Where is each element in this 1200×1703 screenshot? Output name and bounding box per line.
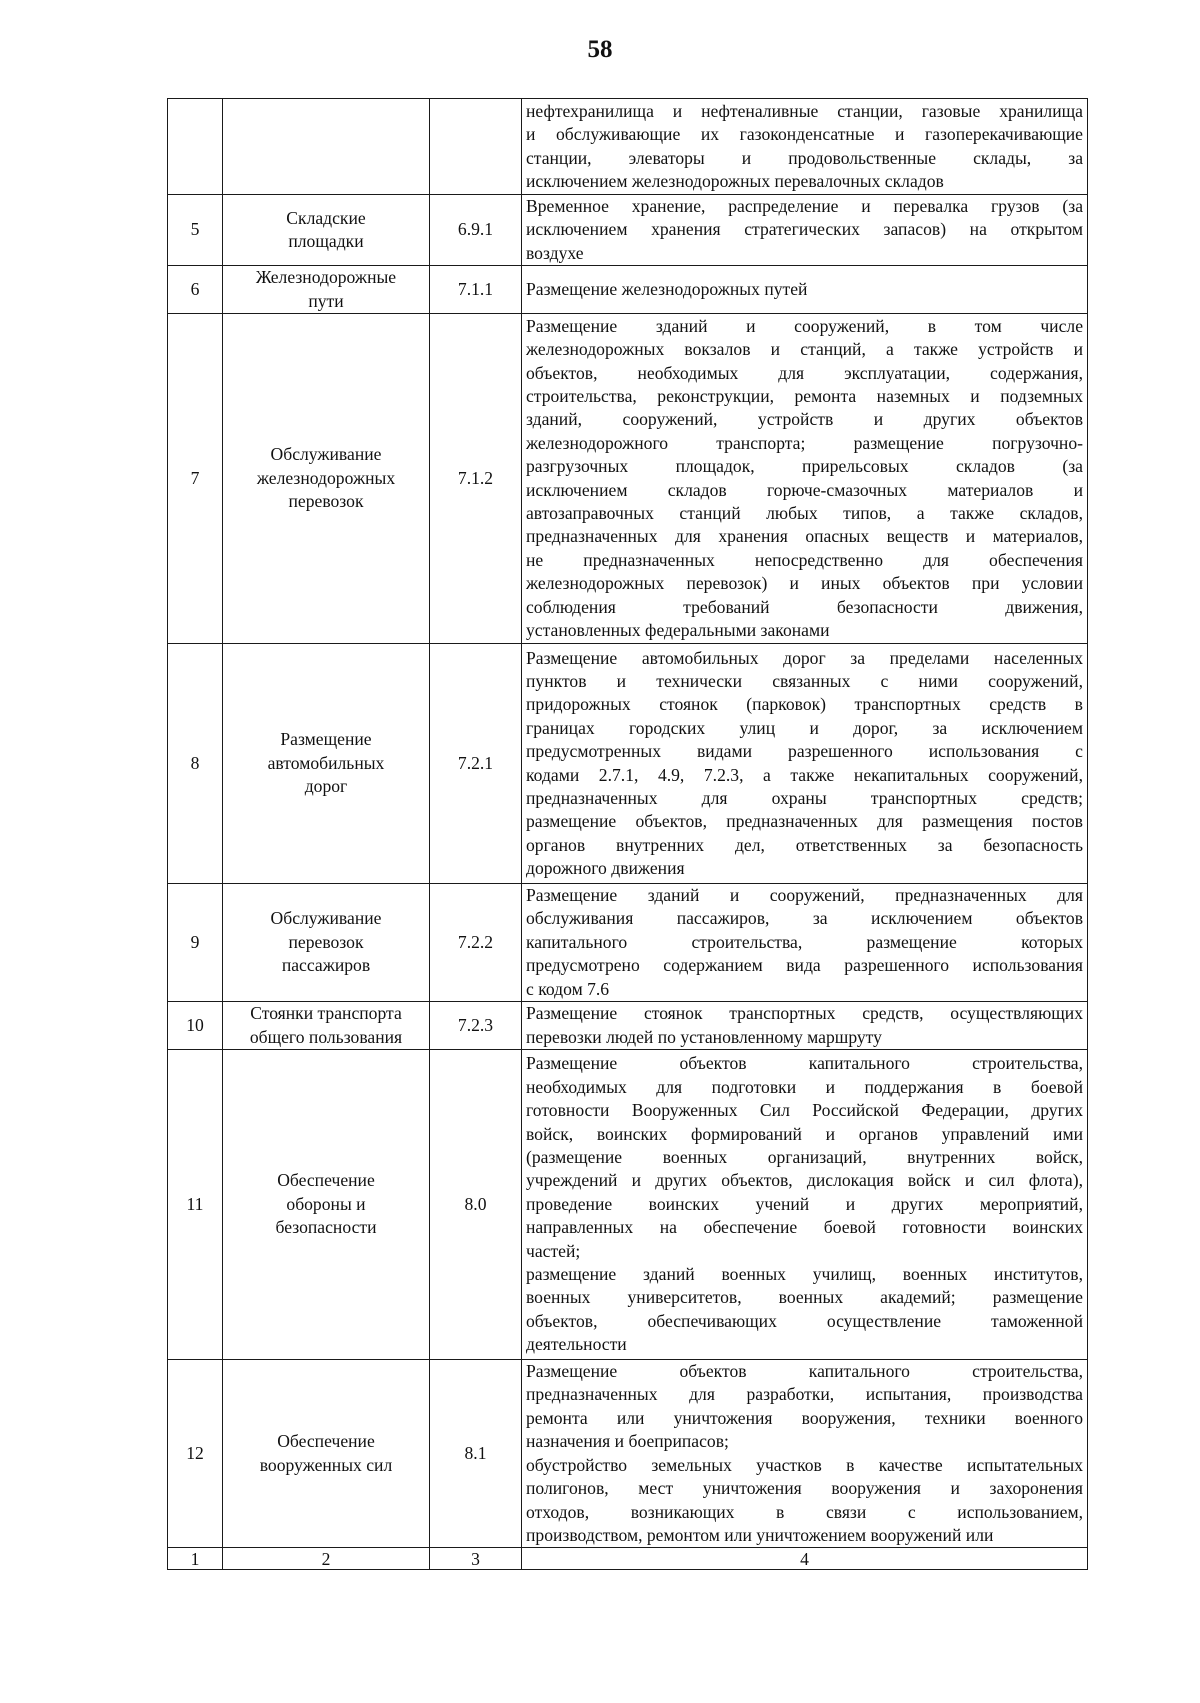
use-type-description bbox=[522, 1050, 1088, 1360]
use-type-name bbox=[223, 1050, 430, 1360]
column-number: 1 bbox=[168, 1548, 223, 1570]
use-type-name bbox=[223, 644, 430, 884]
use-type-code: 8.1 bbox=[430, 1360, 522, 1548]
use-type-code: 7.2.2 bbox=[430, 884, 522, 1002]
description-line: (размещение военных организаций, внутренних войск, bbox=[526, 1147, 1083, 1168]
use-type-name bbox=[223, 195, 430, 266]
description-line: предусмотрено содержанием вида разрешенного использования bbox=[526, 955, 1083, 976]
description-line: Временное хранение, распределение и перевалка грузов (за bbox=[526, 196, 1083, 216]
table-row bbox=[168, 99, 1088, 195]
use-type-code: 7.2.1 bbox=[430, 644, 522, 884]
description-line: необходимых для подготовки и поддержания в боевой bbox=[526, 1076, 1083, 1097]
description-line: предназначенных для разработки, испытания, производства bbox=[526, 1384, 1083, 1405]
description-line: зданий, сооружений, устройств и других объектов bbox=[526, 409, 1083, 430]
description-line: предусмотренных видами разрешенного использования с bbox=[526, 741, 1083, 762]
row-number bbox=[168, 99, 223, 195]
page-number: 58 bbox=[587, 36, 613, 63]
use-type-name-line: перевозок bbox=[288, 931, 364, 952]
description-line: установленных федеральными законами bbox=[526, 619, 830, 640]
use-type-name-line: Железнодорожные bbox=[255, 267, 397, 288]
description-line: Размещение объектов капитального строительства, bbox=[526, 1053, 1083, 1074]
use-type-name bbox=[223, 314, 430, 644]
description-line: Размещение автомобильных дорог за пределами населенных bbox=[526, 647, 1083, 668]
row-number: 12 bbox=[168, 1360, 223, 1548]
description-line: частей; bbox=[526, 1240, 581, 1261]
use-type-description bbox=[522, 99, 1088, 195]
table-row bbox=[168, 1360, 1088, 1548]
description-line: военных университетов, военных академий; размещение bbox=[526, 1287, 1083, 1308]
description-line: назначения и боеприпасов; bbox=[526, 1431, 729, 1452]
use-type-description bbox=[522, 195, 1088, 266]
description-line: соблюдения требований безопасности движения, bbox=[526, 596, 1083, 617]
use-type-name-line: пути bbox=[308, 290, 344, 311]
table-row bbox=[168, 266, 1088, 314]
use-type-name bbox=[223, 1360, 430, 1548]
use-type-name-line: безопасности bbox=[275, 1217, 377, 1238]
use-type-description bbox=[522, 884, 1088, 1002]
use-type-name-line: общего пользования bbox=[249, 1026, 403, 1047]
use-type-name bbox=[223, 1002, 430, 1050]
description-line: с кодом 7.6 bbox=[526, 978, 610, 999]
use-type-name-line: дорог bbox=[304, 776, 348, 797]
description-line: Размещение зданий и сооружений, в том числе bbox=[526, 315, 1083, 336]
description-line: воздухе bbox=[526, 242, 584, 263]
use-type-name bbox=[223, 99, 430, 195]
use-type-name-line: Обслуживание bbox=[270, 908, 382, 929]
row-number: 7 bbox=[168, 314, 223, 644]
use-type-code: 7.1.2 bbox=[430, 314, 522, 644]
use-type-name bbox=[223, 266, 430, 314]
description-line: пунктов и технически связанных с ними сооружений, bbox=[526, 670, 1083, 691]
description-line: капитального строительства, размещение которых bbox=[526, 931, 1083, 952]
description-line: ремонта или уничтожения вооружения, техники военного bbox=[526, 1407, 1083, 1428]
use-type-name-line: площадки bbox=[288, 231, 364, 252]
table-row bbox=[168, 644, 1088, 884]
description-line: учреждений и других объектов, дислокация войск и сил флота), bbox=[526, 1170, 1083, 1191]
row-number: 6 bbox=[168, 266, 223, 314]
description-line: дорожного движения bbox=[526, 858, 685, 879]
use-type-code: 6.9.1 bbox=[430, 195, 522, 266]
description-line: обустройство земельных участков в качестве испытательных bbox=[526, 1454, 1083, 1475]
table-row bbox=[168, 1050, 1088, 1360]
description-line: нефтехранилища и нефтеналивные станции, газовые хранилища bbox=[526, 100, 1083, 121]
description-line: железнодорожного транспорта; размещение погрузочно- bbox=[526, 432, 1083, 453]
row-number: 11 bbox=[168, 1050, 223, 1360]
description-line: Размещение объектов капитального строительства, bbox=[526, 1361, 1083, 1382]
row-number: 9 bbox=[168, 884, 223, 1002]
description-line: станции, элеваторы и продовольственные склады, за bbox=[526, 147, 1083, 168]
table-row bbox=[168, 314, 1088, 644]
row-number: 5 bbox=[168, 195, 223, 266]
description-line: предназначенных для хранения опасных веществ и материалов, bbox=[526, 526, 1083, 547]
description-line: и обслуживающие их газоконденсатные и газоперекачивающие bbox=[526, 124, 1083, 145]
description-line: объектов, обеспечивающих осуществление таможенной bbox=[526, 1310, 1083, 1331]
description-line: границах городских улиц и дорог, за исключением bbox=[526, 717, 1083, 738]
description-line: Размещение зданий и сооружений, предназначенных для bbox=[526, 885, 1083, 906]
row-number: 8 bbox=[168, 644, 223, 884]
description-line: автозаправочных станций любых типов, а также складов, bbox=[526, 502, 1083, 523]
use-type-name-line: вооруженных сил bbox=[259, 1454, 393, 1475]
use-type-code: 8.0 bbox=[430, 1050, 522, 1360]
description-line: Размещение железнодорожных путей bbox=[526, 278, 808, 299]
column-number-row bbox=[168, 1548, 1088, 1570]
row-number: 10 bbox=[168, 1002, 223, 1050]
use-type-name-line: Обеспечение bbox=[277, 1170, 375, 1191]
use-type-name-line: Складские bbox=[286, 207, 366, 228]
use-type-code: 7.1.1 bbox=[430, 266, 522, 314]
table-row bbox=[168, 1002, 1088, 1050]
description-line: Размещение стоянок транспортных средств, осуществляющих bbox=[526, 1003, 1083, 1024]
description-line: предназначенных для охраны транспортных средств; bbox=[526, 787, 1083, 808]
use-type-name-line: перевозок bbox=[288, 491, 364, 512]
use-type-name-line: железнодорожных bbox=[256, 467, 396, 488]
description-line: войск, воинских формирований и органов управлений ими bbox=[526, 1123, 1083, 1144]
use-type-name-line: Стоянки транспорта bbox=[250, 1003, 402, 1024]
land-use-table bbox=[167, 98, 1088, 1570]
description-line: железнодорожных вокзалов и станций, а также устройств и bbox=[526, 339, 1083, 360]
description-line: отходов, возникающих в связи с использованием, bbox=[526, 1501, 1083, 1522]
use-type-name-line: обороны и bbox=[286, 1193, 366, 1214]
description-line: исключением железнодорожных перевалочных складов bbox=[526, 170, 944, 191]
table-row bbox=[168, 884, 1088, 1002]
description-line: кодами 2.7.1, 4.9, 7.2.3, а также некапитальных сооружений, bbox=[526, 764, 1083, 785]
use-type-name-line: Размещение bbox=[280, 729, 372, 750]
description-line: железнодорожных перевозок) и иных объектов при условии bbox=[526, 573, 1083, 594]
description-line: придорожных стоянок (парковок) транспортных средств в bbox=[526, 694, 1083, 715]
description-line: производством, ремонтом или уничтожением вооружений или bbox=[526, 1524, 994, 1545]
description-line: готовности Вооруженных Сил Российской Федерации, других bbox=[526, 1100, 1083, 1121]
use-type-name-line: Обеспечение bbox=[277, 1431, 375, 1452]
description-line: исключением складов горюче-смазочных материалов и bbox=[526, 479, 1083, 500]
description-line: направленных на обеспечение боевой готовности воинских bbox=[526, 1217, 1083, 1238]
use-type-description bbox=[522, 266, 1088, 314]
use-type-description bbox=[522, 1360, 1088, 1548]
column-number: 2 bbox=[223, 1548, 430, 1570]
use-type-name-line: пассажиров bbox=[281, 955, 371, 976]
table-row bbox=[168, 195, 1088, 266]
use-type-name-line: автомобильных bbox=[267, 752, 385, 773]
use-type-code: 7.2.3 bbox=[430, 1002, 522, 1050]
description-line: полигонов, мест уничтожения вооружения и захоронения bbox=[526, 1478, 1083, 1499]
use-type-name-line: Обслуживание bbox=[270, 444, 382, 465]
description-line: размещение зданий военных училищ, военных институтов, bbox=[526, 1264, 1083, 1285]
description-line: исключением хранения стратегических запасов) на открытом bbox=[526, 219, 1083, 240]
description-line: размещение объектов, предназначенных для размещения постов bbox=[526, 811, 1083, 832]
description-line: перевозки людей по установленному маршруту bbox=[526, 1026, 882, 1047]
use-type-name bbox=[223, 884, 430, 1002]
description-line: обслуживания пассажиров, за исключением объектов bbox=[526, 908, 1083, 929]
description-line: не предназначенных непосредственно для обеспечения bbox=[526, 549, 1083, 570]
description-line: объектов, необходимых для эксплуатации, содержания, bbox=[526, 362, 1083, 383]
description-line: разгрузочных площадок, прирельсовых складов (за bbox=[526, 456, 1083, 477]
use-type-description bbox=[522, 644, 1088, 884]
description-line: органов внутренних дел, ответственных за безопасность bbox=[526, 834, 1083, 855]
column-number: 3 bbox=[430, 1548, 522, 1570]
column-number: 4 bbox=[522, 1548, 1088, 1570]
description-line: деятельности bbox=[526, 1334, 627, 1355]
use-type-code bbox=[430, 99, 522, 195]
use-type-description bbox=[522, 314, 1088, 644]
description-line: проведение воинских учений и других мероприятий, bbox=[526, 1193, 1083, 1214]
description-line: строительства, реконструкции, ремонта наземных и подземных bbox=[526, 385, 1083, 406]
use-type-description bbox=[522, 1002, 1088, 1050]
